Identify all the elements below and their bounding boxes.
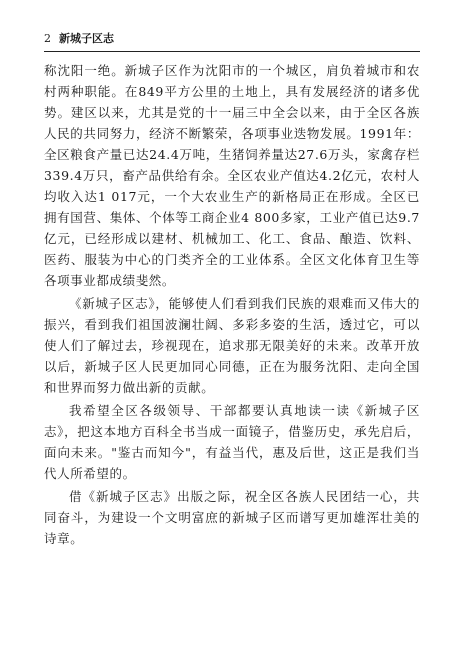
header-rule: [44, 51, 420, 52]
paragraph: 我希望全区各级领导、干部都要认真地读一读《新城子区志》，把这本地方百科全书当成一面镜子，借鉴历史，承先启后，面向未来。"鉴古而知今"，有益当代，惠及后世，这正是我们当代人所希望的。: [44, 403, 420, 481]
paragraph-continued: 称沈阳一绝。新城子区作为沈阳市的一个城区，肩负着城市和农村两种职能。在849平方公里的土地上，具有发展经济的诸多优势。建区以来，尤其是党的十一届三中全会以来，由于全区各族人民的共同努力，经济不断繁荣，各项事业迭物发展。1991年：全区粮食产量已达24.4万吨，生猪饲养量达27.6万头，家禽存栏339.4万只，畜产品供给有余。全区农业产值达4.2亿元，农村人均收入达1 017元，一个大农业生产的新格局正在形成。全区已拥有国营、集体、个体等工商企业4 800多家，工业产值已达9.7亿元，已经形成以建材、机械加工、化工、食品、酿造、饮料、医药、服装为中心的门类齐全的工业体系。全区文化体育卫生等各项事业都成绩斐然。: [44, 63, 420, 288]
document-page: [44, 32, 420, 549]
body-text: [44, 60, 420, 549]
paragraph: 借《新城子区志》出版之际，祝全区各族人民团结一心，共同奋斗，为建设一个文明富庶的新城子区而谱写更加雄浑壮美的诗章。: [44, 489, 420, 546]
paragraph: 《新城子区志》，能够使人们看到我们民族的艰难而又伟大的振兴，看到我们祖国波澜壮阔、多彩多姿的生活，透过它，可以使人们了解过去，珍视现在，追求那无限美好的未来。改革开放以后，新城子区人民更加同心同德，正在为服务沈阳、走向全国和世界而努力做出新的贡献。: [44, 296, 420, 395]
running-title: 新城子区志: [59, 32, 114, 45]
page-number: 2: [44, 32, 51, 45]
running-header: [44, 32, 420, 48]
